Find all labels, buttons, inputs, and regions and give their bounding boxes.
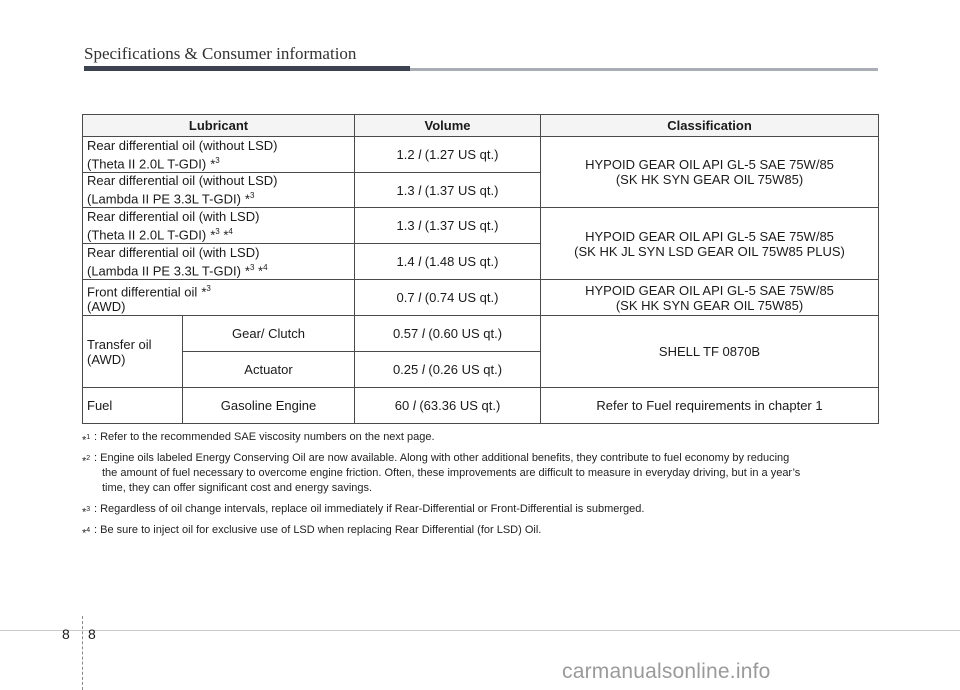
table-row xyxy=(83,137,879,173)
footnote-2: *$^2$ : Engine oils labeled Energy Conserving Oil are now available. Along with other additional benefits, they contribute to fuel economy by reducing the amount of fuel necessary to overcome engine friction. Often, these improvements are difficult to measure in everyday driving, but in a year’s time, they can offer significant cost and energy savings. xyxy=(82,452,801,494)
classification-cell: Refer to Fuel requirements in chapter 1 xyxy=(541,388,879,424)
footer-rule xyxy=(0,630,960,631)
sub-component-cell: Actuator xyxy=(183,352,355,388)
table-row xyxy=(83,316,879,352)
table-row xyxy=(83,280,879,316)
lubricant-name: Rear differential oil (without LSD) (Lambda II PE 3.3L T-GDI) *$^3$ xyxy=(83,173,355,208)
volume-cell: 1.3 l (1.37 US qt.) xyxy=(355,173,541,208)
lubricant-name: Rear differential oil (with LSD) (Theta II 2.0L T-GDI) *$^3$ *$^4$ xyxy=(83,208,355,244)
footnote-marker: *$^3$ *$^4$ xyxy=(210,226,233,243)
footnote-1: *$^1$ : Refer to the recommended SAE viscosity numbers on the next page. xyxy=(82,431,435,447)
lubricant-spec-table xyxy=(82,114,879,424)
table-header-row xyxy=(83,115,879,137)
table-row xyxy=(83,388,879,424)
footnote-marker: *$^3$ xyxy=(244,191,255,207)
footnote-4: *$^4$ : Be sure to inject oil for exclusive use of LSD when replacing Rear Differential (for LSD) Oil. xyxy=(82,524,542,540)
header-rule-dark xyxy=(84,66,410,71)
fuel-cell: Fuel xyxy=(83,388,183,424)
header-volume: Volume xyxy=(355,115,541,137)
lubricant-name xyxy=(83,137,355,173)
chapter-number: 8 xyxy=(62,626,70,642)
lubricant-name-line1: Rear differential oil (without LSD) xyxy=(87,137,278,153)
footnote-marker: *$^3$ xyxy=(201,283,211,300)
volume-cell: 60 l (63.36 US qt.) xyxy=(355,388,541,424)
header-classification: Classification xyxy=(541,115,879,137)
sub-component-cell: Gear/ Clutch xyxy=(183,316,355,352)
header-rule-light xyxy=(410,68,878,71)
footer-divider xyxy=(82,616,83,690)
watermark-text: carmanualsonline.info xyxy=(562,660,771,683)
page-title: Specifications & Consumer information xyxy=(84,44,357,63)
volume-cell: 1.3 l (1.37 US qt.) xyxy=(355,208,541,244)
lubricant-name: Rear differential oil (with LSD) (Lambda II PE 3.3L T-GDI) *$^3$ *$^4$ xyxy=(83,244,355,280)
lubricant-name-line2: (Theta II 2.0L T-GDI) xyxy=(87,156,207,172)
table-row xyxy=(83,208,879,244)
volume-cell: 0.7 l (0.74 US qt.) xyxy=(355,280,541,316)
classification-cell: HYPOID GEAR OIL API GL-5 SAE 75W/85 (SK HK SYN GEAR OIL 75W85) xyxy=(541,137,879,208)
classification-cell: SHELL TF 0870B xyxy=(541,316,879,388)
footnote-marker: *$^3$ *$^4$ xyxy=(244,262,268,279)
footnote-marker: *$^3$ xyxy=(210,155,220,172)
classification-cell: HYPOID GEAR OIL API GL-5 SAE 75W/85 (SK HK JL SYN LSD GEAR OIL 75W85 PLUS) xyxy=(541,208,879,280)
header-lubricant: Lubricant xyxy=(83,115,355,137)
footnote-3: *$^3$ : Regardless of oil change intervals, replace oil immediately if Rear-Differential or Front-Differential is submerged. xyxy=(82,503,645,519)
transfer-oil-cell: Transfer oil (AWD) xyxy=(83,316,183,388)
volume-cell: 1.2 l (1.27 US qt.) xyxy=(355,137,541,173)
classification-cell: HYPOID GEAR OIL API GL-5 SAE 75W/85 (SK HK SYN GEAR OIL 75W85) xyxy=(541,280,879,316)
sub-component-cell: Gasoline Engine xyxy=(183,388,355,424)
footnotes xyxy=(82,430,880,544)
lubricant-name: Front differential oil *$^3$ (AWD) xyxy=(83,280,355,316)
volume-cell: 0.57 l (0.60 US qt.) xyxy=(355,316,541,352)
volume-cell: 1.4 l (1.48 US qt.) xyxy=(355,244,541,280)
page-number: 8 xyxy=(88,626,96,642)
volume-cell: 0.25 l (0.26 US qt.) xyxy=(355,352,541,388)
